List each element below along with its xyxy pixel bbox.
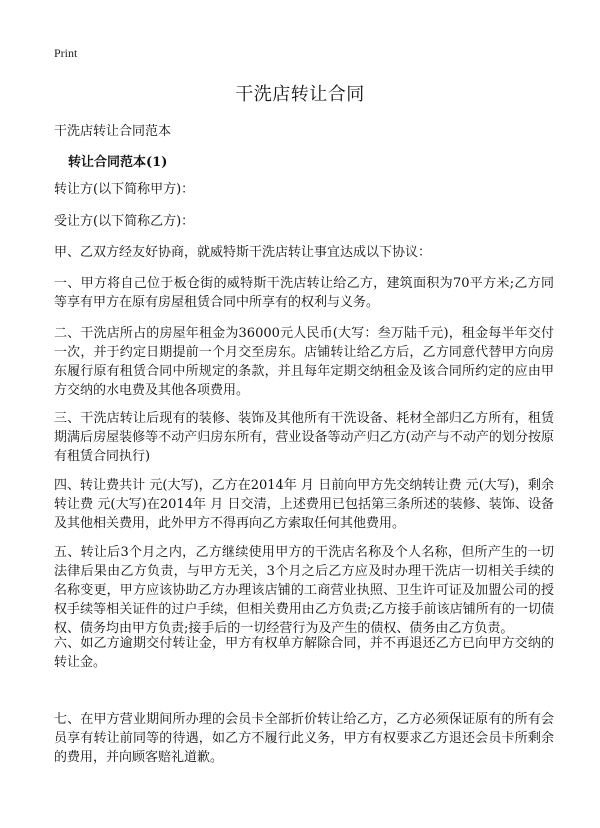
section-heading: 转让合同范本(1): [68, 155, 168, 170]
intro-paragraph: 甲、乙双方经友好协商，就威特斯干洗店转让事宜达成以下协议：: [54, 245, 432, 260]
clause-4: 四、转让费共计 元(大写)，乙方在2014年 月 日前向甲方先交纳转让费 元(大写)，剩余转让费 元(大写)在2014年 月 日交清，上述费用已包括第三条所述的装修、装饰、设备及其他相关费用，此外甲方不得再向乙方索取任何其他费用。: [54, 478, 555, 531]
clause-6: 六、如乙方逾期交付转让金，甲方有权单方解除合同，并不再退还乙方已向甲方交纳的转让金。: [54, 636, 554, 670]
clause-3: 三、干洗店转让后现有的装修、装饰及其他所有干洗设备、耗材全部归乙方所有，租赁期满后房屋装修等不动产归房东所有，营业设备等动产归乙方(动产与不动产的划分按原有租赁合同执行): [54, 411, 554, 464]
transferor-line: 转让方(以下简称甲方)：: [54, 182, 195, 197]
clause-5: 五、转让后3个月之内，乙方继续使用甲方的干洗店名称及个人名称，但所产生的一切法律后果由乙方负责，与甲方无关，3个月之后乙方应及时办理干洗店一切相关手续的名称变更，甲方应该协助乙方办理该店铺的工商营业执照、卫生许可证及加盟公司的授权手续等相关证件的过户手续，但相关费用由乙方负责;乙方接手前该店铺所有的一切债权、债务均由甲方负责;接手后的一切经营行为及产生的债权、债务由乙方负责。: [54, 545, 554, 636]
print-link[interactable]: Print: [54, 46, 78, 60]
transferee-line: 受让方(以下简称乙方)：: [54, 214, 195, 229]
clause-7: 七、在甲方营业期间所办理的会员卡全部折价转让给乙方，乙方必须保证原有的所有会员享有转让前同等的待遇，如乙方不履行此义务，甲方有权要求乙方退还会员卡所剩余的费用，并向顾客赔礼道歉。: [54, 712, 554, 765]
document-subtitle: 干洗店转让合同范本: [54, 124, 172, 139]
clause-1: 一、甲方将自己位于板仓街的威特斯干洗店转让给乙方，建筑面积为70平方米;乙方同等享有甲方在原有房屋租赁合同中所享有的权利与义务。: [54, 276, 554, 310]
document-title: 干洗店转让合同: [235, 84, 365, 105]
clause-2: 二、干洗店所占的房屋年租金为36000元人民币(大写：叁万陆千元)，租金每半年交付一次，并于约定日期提前一个月交至房东。店铺转让给乙方后，乙方同意代替甲方向房东履行原有租赁合同中所规定的条款，并且每年定期交纳租金及该合同所约定的应由甲方交纳的水电费及其他各项费用。: [54, 326, 554, 398]
